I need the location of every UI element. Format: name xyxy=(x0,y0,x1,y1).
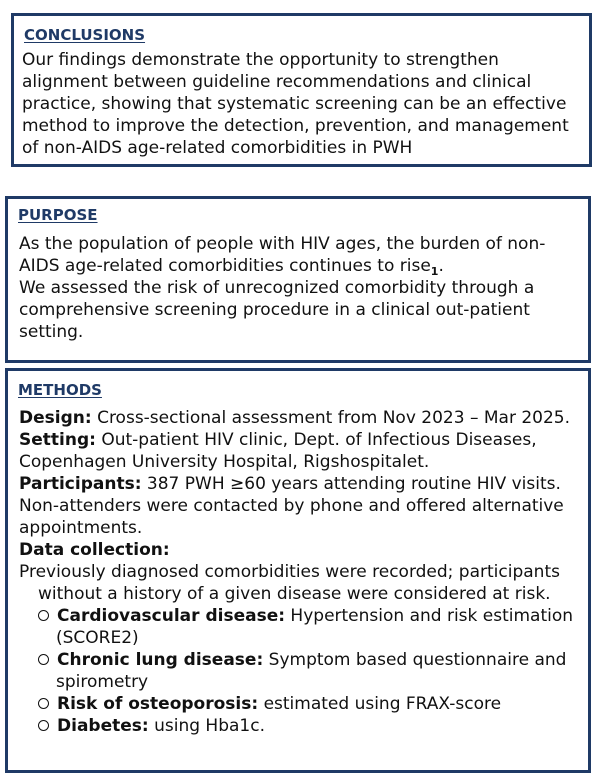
purpose-line xyxy=(19,255,545,277)
purpose-line-end: . xyxy=(438,256,444,276)
purpose-heading: PURPOSE xyxy=(18,206,98,224)
setting-cont: Copenhagen University Hospital, Rigshospitalet. xyxy=(19,452,430,472)
bullet-label: Risk of osteoporosis: xyxy=(57,694,259,714)
methods-text xyxy=(19,407,573,737)
bullet-label: Chronic lung disease: xyxy=(57,650,264,670)
purpose-line: We assessed the risk of unrecognized comorbidity through a xyxy=(19,278,535,298)
participants-cont: Non-attenders were contacted by phone and offered alternative xyxy=(19,496,564,516)
bullet-cont: spirometry xyxy=(56,672,149,692)
purpose-section xyxy=(5,196,591,363)
conclusions-line: method to improve the detection, prevention, and management xyxy=(22,116,569,136)
participants-cont: appointments. xyxy=(19,518,143,538)
setting-text: Out-patient HIV clinic, Dept. of Infectious Diseases, xyxy=(95,430,537,450)
participants-text: 387 PWH ≥60 years attending routine HIV visits. xyxy=(141,474,561,494)
circle-bullet-icon xyxy=(38,698,49,709)
list-item xyxy=(19,693,573,715)
bullet-text: using Hba1c. xyxy=(148,716,265,736)
bullet-cont: (SCORE2) xyxy=(56,628,139,648)
purpose-line-text: AIDS age-related comorbidities continues to rise xyxy=(19,256,431,276)
participants-line xyxy=(19,473,573,495)
conclusions-text xyxy=(22,49,569,159)
circle-bullet-icon xyxy=(38,654,49,665)
bullet-text: Hypertension and risk estimation xyxy=(285,606,574,626)
data-collection-line: Previously diagnosed comorbidities were recorded; participants xyxy=(19,562,560,582)
conclusions-heading: CONCLUSIONS xyxy=(24,26,146,44)
design-label: Design: xyxy=(19,408,92,428)
methods-section xyxy=(5,368,591,773)
bullet-text: estimated using FRAX-score xyxy=(258,694,502,714)
purpose-text xyxy=(19,233,545,343)
methods-heading: METHODS xyxy=(18,381,102,399)
list-item xyxy=(19,715,573,737)
purpose-line: setting. xyxy=(19,322,84,342)
circle-bullet-icon xyxy=(38,720,49,731)
setting-line xyxy=(19,429,573,451)
data-collection-label: Data collection: xyxy=(19,540,170,560)
bullet-label: Diabetes: xyxy=(57,716,149,736)
conclusions-line: of non-AIDS age-related comorbidities in PWH xyxy=(22,138,413,158)
conclusions-line: practice, showing that systematic screening can be an effective xyxy=(22,94,567,114)
participants-label: Participants: xyxy=(19,474,142,494)
design-line xyxy=(19,407,573,429)
setting-label: Setting: xyxy=(19,430,96,450)
conclusions-section xyxy=(11,13,592,167)
conclusions-line: alignment between guideline recommendations and clinical xyxy=(22,72,532,92)
list-item xyxy=(19,605,573,627)
bullet-label: Cardiovascular disease: xyxy=(57,606,286,626)
bullet-text: Symptom based questionnaire and xyxy=(263,650,567,670)
design-text: Cross-sectional assessment from Nov 2023 – Mar 2025. xyxy=(91,408,571,428)
circle-bullet-icon xyxy=(38,610,49,621)
data-collection-line: without a history of a given disease were considered at risk. xyxy=(38,584,551,604)
purpose-line: As the population of people with HIV ages, the burden of non- xyxy=(19,234,546,254)
conclusions-line: Our findings demonstrate the opportunity to strengthen xyxy=(22,50,499,70)
list-item xyxy=(19,649,573,671)
purpose-line: comprehensive screening procedure in a clinical out-patient xyxy=(19,300,530,320)
reference-marker: 1 xyxy=(430,265,439,278)
